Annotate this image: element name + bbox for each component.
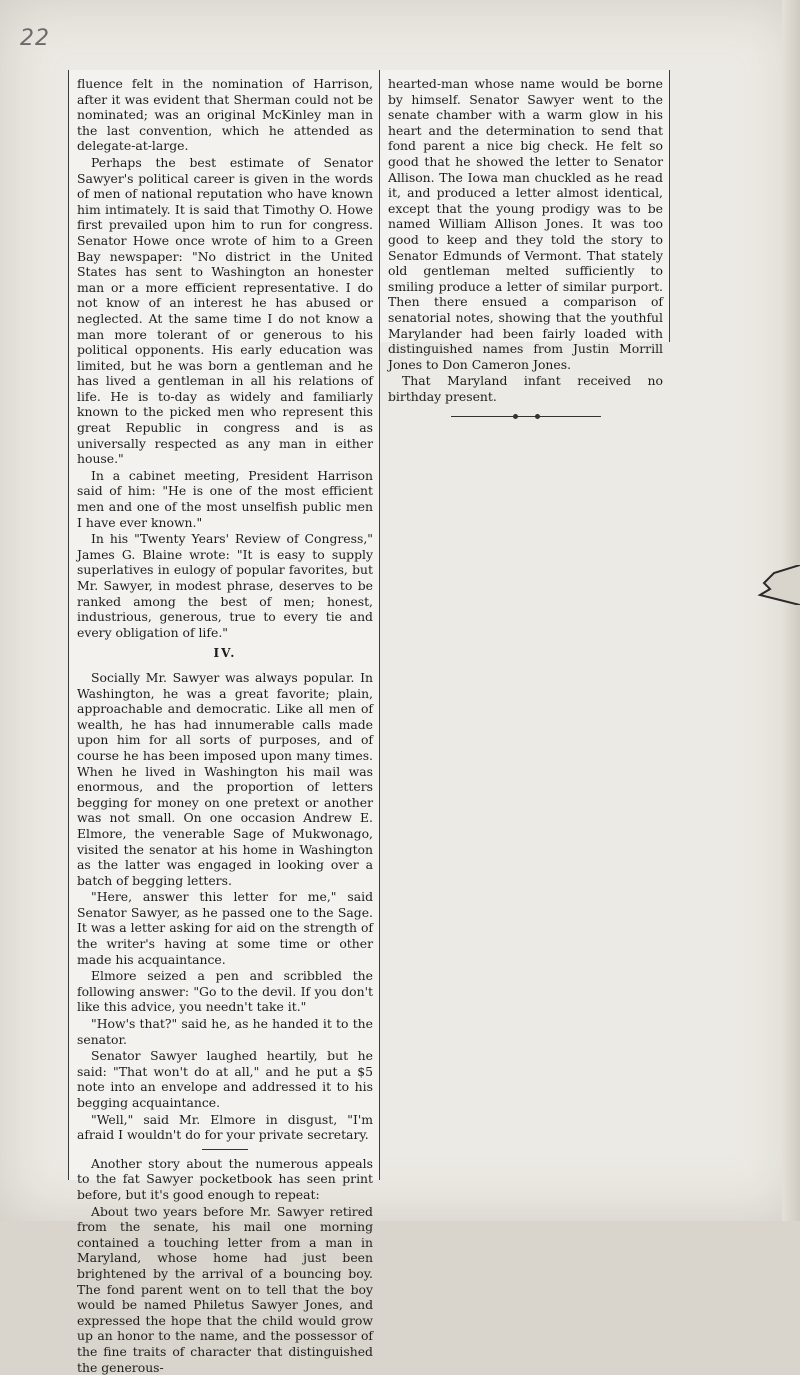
page-edge bbox=[782, 0, 800, 1221]
article-paragraph: hearted-man whose name would be borne by himself. Senator Sawyer went to the senate chamber with a warm glow in his heart and the determination to send that fond parent a nice big check. He felt so good that he showed the letter to Senator Allison. The Iowa man chuckled as he read it, and produced a letter almost identical, except that the young prodigy was to be named William Allison Jones. It was too good to keep and they told the story to Senator Edmunds of Vermont. That stately old gentleman melted sufficiently to smiling produce a letter of similar purport. Then there ensued a comparison of senatorial notes, showing that the youthful Marylander had been fairly loaded with distinguished names from Justin Morrill Jones to Don Cameron Jones. bbox=[388, 76, 663, 372]
rule-ornament bbox=[513, 414, 518, 419]
article-paragraph: "How's that?" said he, as he handed it to the senator. bbox=[77, 1016, 373, 1047]
article-paragraph: Socially Mr. Sawyer was always popular. In Washington, he was a great favorite; plain, approachable and democratic. Like all men of wealth, he has had innumerable calls made upon him for all sorts of purposes, and of course he has been imposed upon many times. When he lived in Washington his mail was enormous, and the proportion of letters begging for money on one pretext or another was not small. On one occasion Andrew E. Elmore, the venerable Sage of Mukwonago, visited the senator at his home in Washington as the latter was engaged in looking over a batch of begging letters. bbox=[77, 669, 373, 888]
section-heading: IV. bbox=[213, 646, 237, 661]
article-paragraph: About two years before Mr. Sawyer retired from the senate, his mail one morning contained a touching letter from a man in Maryland, whose home had just been brightened by the arrival of a bouncing boy. The fond parent went on to tell that the boy would be named Philetus Sawyer Jones, and expressed the hope that the child would grow up an honor to the name, and the possessor of the fine traits of character that distinguished the generous- bbox=[77, 1203, 373, 1375]
page-number: 22 bbox=[20, 26, 50, 51]
article-paragraph: Senator Sawyer laughed heartily, but he said: "That won't do at all," and he put a $5 note into an envelope and addressed it to his begging acquaintance. bbox=[77, 1048, 373, 1110]
article-paragraph: In a cabinet meeting, President Harrison said of him: "He is one of the most efficient men and one of the most unselfish public men I have ever known." bbox=[77, 467, 373, 530]
article-paragraph: Elmore seized a pen and scribbled the following answer: "Go to the devil. If you don't like this advice, you needn't take it." bbox=[77, 968, 373, 1015]
article-paragraph: Perhaps the best estimate of Senator Sawyer's political career is given in the words of men of national reputation who have known him intimately. It is said that Timothy O. Howe first prevailed upon him to run for congress. Senator Howe once wrote of him to a Green Bay newspaper: "No district in the United States has sent to Washington an honester man or a more efficient representative. I do not know of an interest he has abused or neglected. At the same time I do not know a man more tolerant of or generous to his political opponents. His early education was limited, but he was born a gentleman and he has lived a gentleman in all his relations of life. He is to-day as widely and familiarly known to the picked men who represent this great Republic in congress and is as universally respected as any man in either house." bbox=[77, 154, 373, 467]
article-paragraph: Another story about the numerous appeals to the fat Sawyer pocketbook has seen print before, but it's good enough to repeat: bbox=[77, 1155, 373, 1202]
article-paragraph: fluence felt in the nomination of Harrison, after it was evident that Sherman could not be nominated; was an original McKinley man in the last convention, which he attended as delegate-at-large. bbox=[77, 76, 373, 154]
article-paragraph: "Well," said Mr. Elmore in disgust, "I'm afraid I wouldn't do for your private secretary. bbox=[77, 1111, 373, 1143]
clipping-left-column bbox=[68, 70, 380, 1375]
rule-ornament bbox=[535, 414, 540, 419]
article-paragraph: That Maryland infant received no birthday present. bbox=[388, 373, 663, 404]
clipping-right-column bbox=[380, 70, 670, 404]
article-paragraph: "Here, answer this letter for me," said Senator Sawyer, as he passed one to the Sage. It was a letter asking for aid on the strength of the writer's having at some time or other made his acquaintance. bbox=[77, 889, 373, 967]
section-divider bbox=[202, 1149, 248, 1150]
end-of-article-rule bbox=[451, 416, 601, 417]
article-paragraph: In his "Twenty Years' Review of Congress," James G. Blaine wrote: "It is easy to supply superlatives in eulogy of popular favorites, but Mr. Sawyer, in modest phrase, deserves to be ranked among the best of men; honest, industrious, generous, true to every tie and every obligation of life." bbox=[77, 531, 373, 640]
torn-edge-icon bbox=[756, 565, 800, 605]
